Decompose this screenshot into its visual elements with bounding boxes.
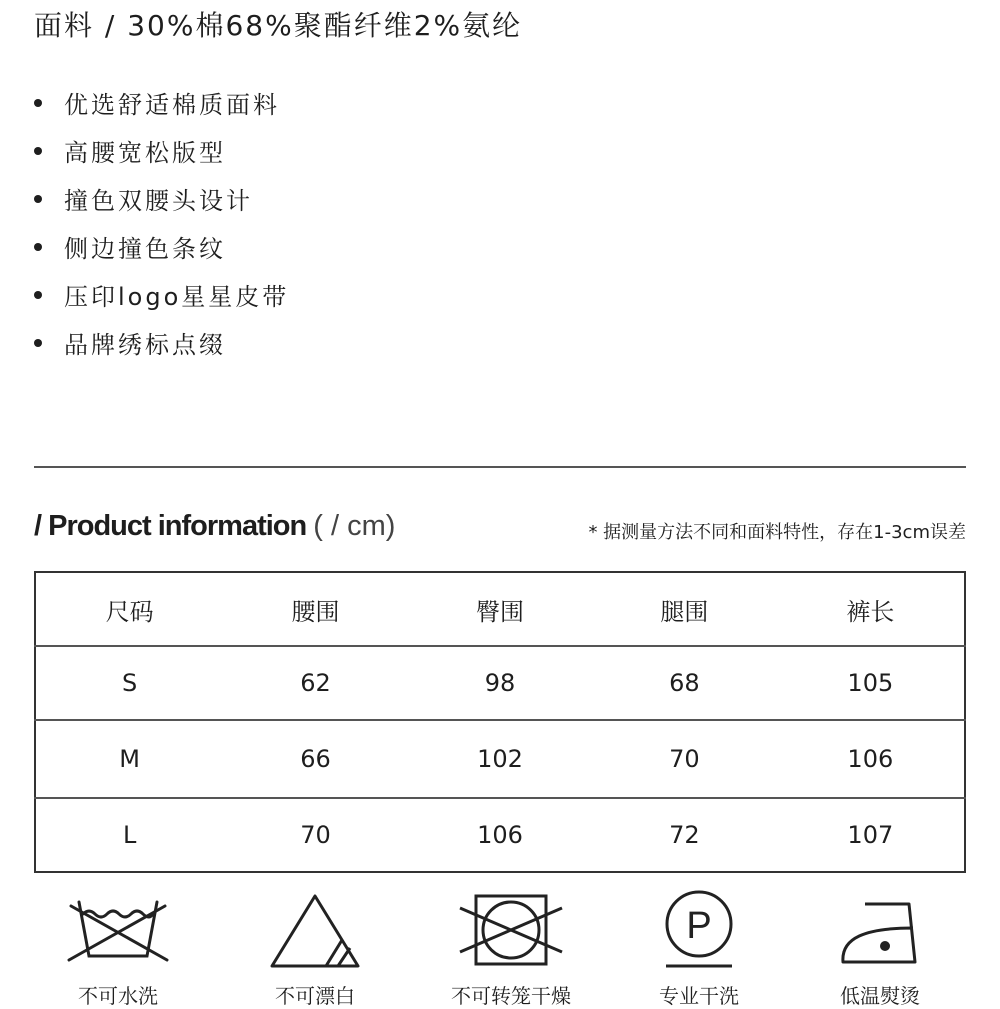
- care-dry-clean: [619, 890, 779, 1009]
- table-cell: 107: [847, 821, 894, 849]
- feature-list: [34, 86, 289, 374]
- unit-label: ( / cm): [313, 510, 396, 542]
- care-no-bleach: [235, 890, 395, 1009]
- care-label: 专业干洗: [659, 984, 739, 1008]
- no-water-wash-icon: [63, 890, 173, 970]
- bullet-icon: [34, 99, 42, 107]
- table-cell: 105: [777, 646, 965, 720]
- feature-text: 撞色双腰头设计: [64, 187, 253, 215]
- no-bleach-icon: [260, 890, 370, 970]
- table-cell: S: [35, 646, 223, 720]
- feature-text: 侧边撞色条纹: [64, 235, 226, 263]
- feature-item: [34, 182, 289, 230]
- bullet-icon: [34, 243, 42, 251]
- professional-dry-clean-icon: [644, 890, 754, 970]
- header-cell: 裤长: [777, 572, 965, 646]
- table-cell: 102: [408, 720, 592, 798]
- bullet-icon: [34, 195, 42, 203]
- header-cell: 臀围: [408, 572, 592, 646]
- table-row: [35, 646, 965, 720]
- feature-item: [34, 134, 289, 182]
- table-cell: 98: [408, 646, 592, 720]
- feature-text: 压印logo星星皮带: [64, 283, 290, 311]
- section-divider: [34, 466, 966, 468]
- header-cell: 腿围: [592, 572, 776, 646]
- measurement-note: * 据测量方法不同和面料特性，存在1-3cm误差: [588, 522, 966, 543]
- table-row: [35, 798, 965, 872]
- care-label: 低温熨烫: [840, 984, 920, 1008]
- table-cell: 62: [223, 646, 407, 720]
- table-cell: 70: [592, 720, 776, 798]
- table-cell: 68: [592, 646, 776, 720]
- care-label: 不可转笼干燥: [451, 984, 571, 1008]
- product-info-title: / Product information: [34, 510, 307, 542]
- care-no-wash: [38, 890, 198, 1009]
- care-label: 不可水洗: [78, 984, 158, 1008]
- care-label: 不可漂白: [275, 984, 355, 1008]
- care-low-iron: [800, 890, 960, 1009]
- header-cell: 尺码: [35, 572, 223, 646]
- feature-item: [34, 230, 289, 278]
- table-cell: 106: [477, 821, 523, 849]
- table-cell: 66: [223, 720, 407, 798]
- size-table: [34, 571, 966, 873]
- table-cell: M: [35, 720, 223, 798]
- no-tumble-dry-icon: [456, 890, 566, 970]
- feature-text: 品牌绣标点缀: [64, 331, 226, 359]
- feature-text: 高腰宽松版型: [64, 139, 226, 167]
- product-info-heading: [34, 510, 395, 543]
- table-cell: L: [122, 821, 137, 849]
- table-header-row: [35, 572, 965, 646]
- table-row: [35, 720, 965, 798]
- bullet-icon: [34, 339, 42, 347]
- low-temp-iron-icon: [825, 890, 935, 970]
- table-cell: 72: [669, 821, 700, 849]
- table-cell: 106: [777, 720, 965, 798]
- bullet-icon: [34, 291, 42, 299]
- fabric-composition: 面料 / 30%棉68%聚酯纤维2%氨纶: [34, 9, 523, 42]
- svg-text:P: P: [686, 905, 712, 947]
- table-cell: 70: [300, 821, 331, 849]
- header-cell: 腰围: [223, 572, 407, 646]
- feature-item: [34, 326, 289, 374]
- feature-item: [34, 278, 289, 326]
- bullet-icon: [34, 147, 42, 155]
- feature-item: [34, 86, 289, 134]
- feature-text: 优选舒适棉质面料: [64, 91, 280, 119]
- care-no-tumble-dry: [431, 890, 591, 1009]
